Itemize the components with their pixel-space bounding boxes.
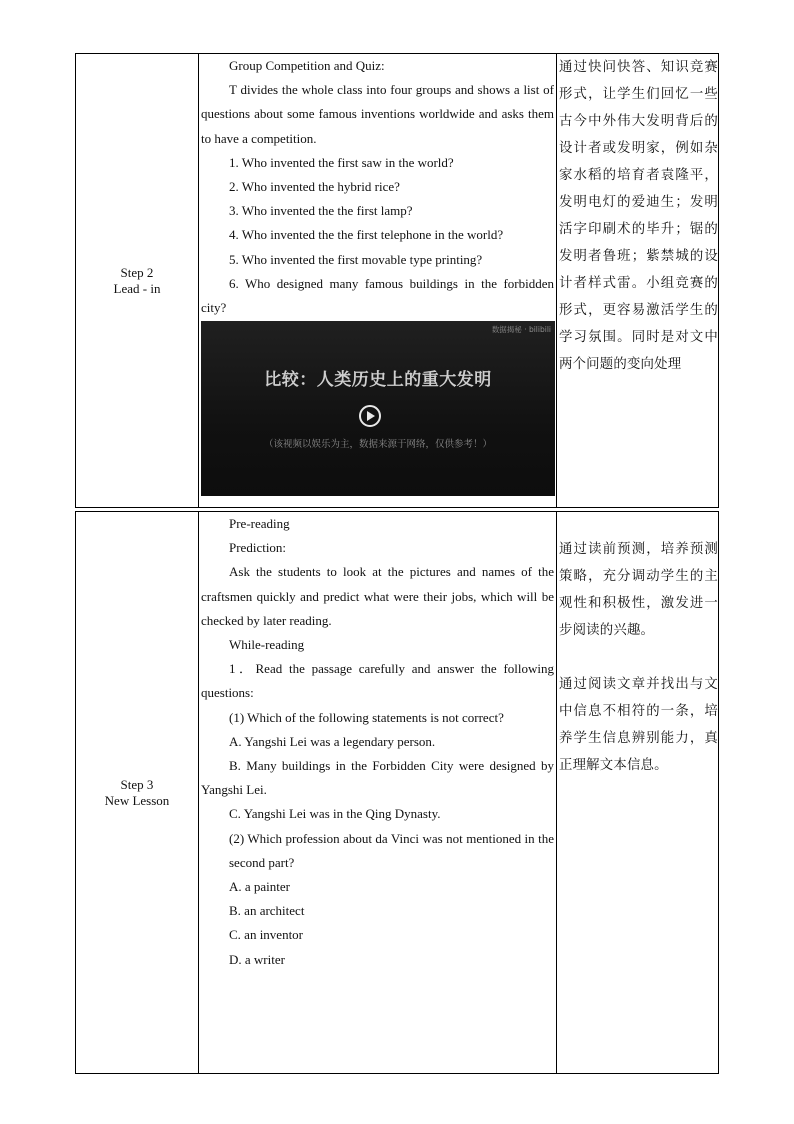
step3-q2-option-b: B. an architect (229, 903, 305, 919)
step2-purpose-cell (557, 54, 718, 507)
step2-question-4: 4. Who invented the the first telephone in the world? (229, 227, 504, 243)
step3-q1-option-b: B. Many buildings in the Forbidden City were designed by Yangshi Lei. (201, 758, 554, 798)
step3-table (75, 511, 719, 1074)
video-note: （该视频以娱乐为主，数据来源于网络，仅供参考！） (263, 439, 492, 450)
step2-step-cell (76, 54, 199, 507)
step3-question-2: (2) Which profession about da Vinci was not mentioned in the second part? (229, 830, 554, 870)
step3-step-cell (76, 512, 199, 1073)
step2-purpose: 通过快问快答、知识竞赛形式，让学生们回忆一些古今中外伟大发明背后的设计者或发明家，例如杂家水稻的培育者袁隆平，发明电灯的爱迪生；发明活字印刷术的毕升；锯的发明者鲁班；紫禁城的设计者样式雷。小组竞赛的形式，更容易激活学生的学习氛围。同时是对文中两个问题的变向处理 (559, 60, 718, 372)
step3-prediction-task: Ask the students to look at the pictures and names of the craftsmen quickly and predict what were their jobs, which will be checked by later reading. (201, 564, 554, 628)
step2-question-1: 1. Who invented the first saw in the world? (229, 154, 454, 170)
step2-question-3: 3. Who invented the the first lamp? (229, 203, 413, 219)
step2-activity-intro: T divides the whole class into four groups and shows a list of questions about some famous inventions worldwide and asks them to have a competition. (201, 82, 554, 146)
step2-activity-heading: Group Competition and Quiz: (229, 58, 385, 73)
step3-while-reading: While-reading (229, 637, 305, 653)
step3-pre-reading: Pre-reading (229, 516, 290, 531)
step2-table (75, 53, 719, 508)
step3-purpose-1: 通过读前预测，培养预测策略，充分调动学生的主观性和积极性，激发进一步阅读的兴趣。 (559, 542, 718, 638)
step3-q1-option-c: C. Yangshi Lei was in the Qing Dynasty. (229, 806, 441, 822)
step3-name: Step 3 (120, 776, 154, 792)
step3-q2-option-d: D. a writer (229, 951, 285, 967)
step3-q1-option-a: A. Yangshi Lei was a legendary person. (229, 733, 436, 749)
step3-purpose-cell (557, 512, 718, 1073)
step2-name: Step 2 (120, 264, 154, 280)
step2-label: Lead - in (113, 280, 161, 296)
step3-question-1: (1) Which of the following statements is not correct? (229, 709, 504, 725)
step3-q2-option-a: A. a painter (229, 879, 291, 895)
step3-label: New Lesson (104, 792, 170, 808)
step2-question-2: 2. Who invented the hybrid rice? (229, 179, 400, 195)
step2-question-6: 6. Who designed many famous buildings in the forbidden city? (201, 275, 554, 316)
video-watermark: 数据揭秘 · bilibili (491, 325, 551, 334)
step2-question-5: 5. Who invented the first movable type printing? (229, 251, 483, 267)
step3-q2-option-c: C. an inventor (229, 927, 304, 943)
step3-purpose-2: 通过阅读文章并找出与文中信息不相符的一条，培养学生信息辨别能力，真正理解文本信息。 (559, 677, 718, 773)
video-thumbnail[interactable] (201, 321, 555, 496)
step3-activity-cell (199, 512, 557, 1073)
video-title: 比较：人类历史上的重大发明 (264, 370, 492, 390)
play-icon[interactable] (359, 405, 381, 427)
step3-task-1: 1．Read the passage carefully and answer the following questions: (201, 661, 554, 701)
step3-prediction: Prediction: (229, 540, 287, 556)
